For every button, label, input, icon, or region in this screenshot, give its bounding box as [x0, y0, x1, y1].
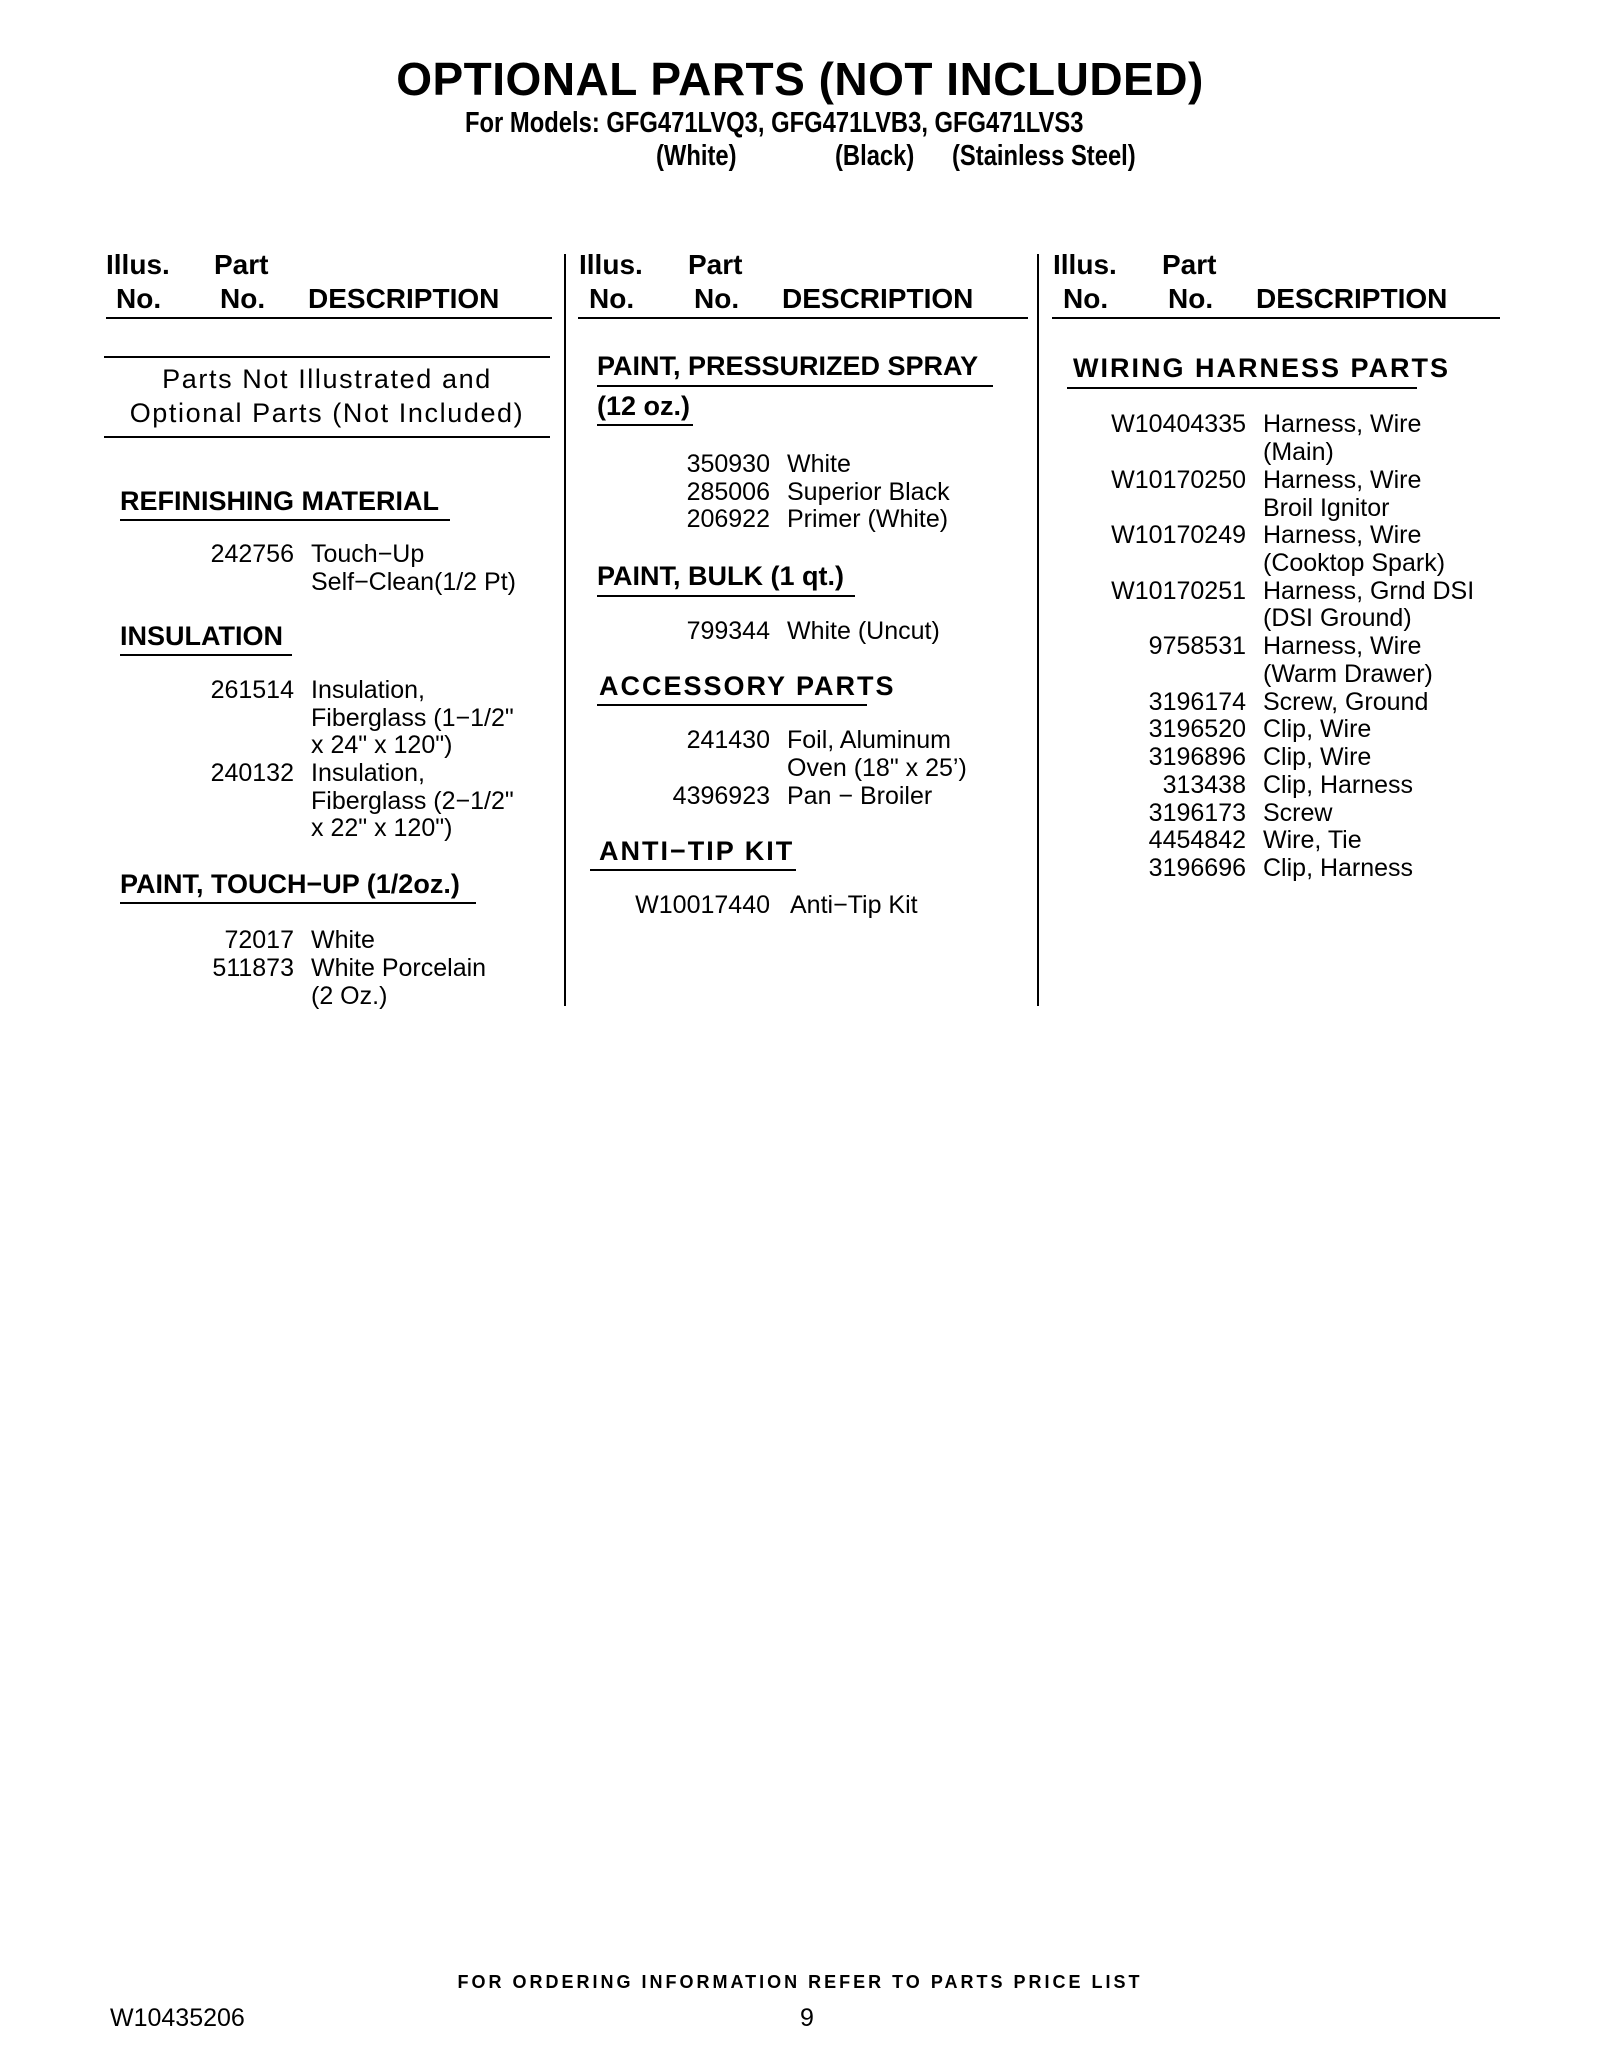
part-description: Wire, Tie — [1263, 826, 1362, 854]
part-number: W10017440 — [635, 891, 770, 919]
part-number: 3196696 — [1148, 854, 1246, 882]
col3-illus-label: Illus. — [1053, 249, 1117, 280]
part-number: 350930 — [686, 450, 770, 478]
models-line: For Models: GFG471LVQ3, GFG471LVB3, GFG471LVS3 — [465, 107, 1084, 139]
part-number: 240132 — [210, 759, 294, 787]
part-description: Clip, Wire — [1263, 715, 1372, 743]
section-rule-antitip — [590, 869, 796, 871]
col3-illus-no: No. — [1063, 283, 1109, 314]
part-description: (2 Oz.) — [311, 982, 388, 1010]
variant-black: (Black) — [835, 140, 915, 172]
part-description: Harness, Wire — [1263, 410, 1422, 438]
section-rule-wiring — [1067, 387, 1417, 389]
part-description: Fiberglass (2−1/2" — [311, 787, 514, 815]
part-number: 9758531 — [1148, 632, 1246, 660]
part-number: W10170250 — [1111, 466, 1246, 494]
part-description: Screw, Ground — [1263, 688, 1429, 716]
section-title-accessory: ACCESSORY PARTS — [599, 671, 896, 701]
part-description: (Cooktop Spark) — [1263, 549, 1446, 577]
part-description: Broil Ignitor — [1263, 494, 1390, 522]
section-title-paint-spray: PAINT, PRESSURIZED SPRAY — [597, 351, 979, 381]
part-description: Harness, Wire — [1263, 632, 1422, 660]
col2-part-label: Part — [688, 249, 743, 280]
section-title-refinishing: REFINISHING MATERIAL — [120, 486, 439, 516]
intro-bottom-rule — [104, 436, 550, 438]
section-rule-accessory — [597, 704, 867, 706]
section-title-antitip: ANTI−TIP KIT — [599, 836, 795, 866]
section-title-paint-spray-size: (12 oz.) — [597, 391, 691, 421]
section-rule-paint-touchup — [120, 902, 476, 904]
variant-stainless: (Stainless Steel) — [952, 140, 1136, 172]
col2-part-no: No. — [694, 283, 740, 314]
part-description: Anti−Tip Kit — [790, 891, 918, 919]
part-description: White — [311, 926, 375, 954]
part-number: 261514 — [210, 676, 294, 704]
part-description: Pan − Broiler — [787, 782, 933, 810]
part-description: Clip, Harness — [1263, 854, 1414, 882]
section-title-insulation: INSULATION — [120, 621, 283, 651]
column-divider-2 — [1037, 254, 1039, 1006]
col1-part-no: No. — [220, 283, 266, 314]
col2-illus-no: No. — [589, 283, 635, 314]
ordering-note: FOR ORDERING INFORMATION REFER TO PARTS PRICE LIST — [457, 1972, 1143, 1992]
part-number: 72017 — [224, 926, 294, 954]
part-description: Screw — [1263, 799, 1333, 827]
col1-header-rule — [106, 317, 552, 319]
part-number: 4396923 — [672, 782, 770, 810]
part-number: 4454842 — [1148, 826, 1246, 854]
part-description: Touch−Up — [311, 540, 425, 568]
variant-white: (White) — [656, 140, 737, 172]
part-number: 241430 — [686, 726, 770, 754]
document-number: W10435206 — [110, 2004, 245, 2032]
part-number: 3196173 — [1148, 799, 1246, 827]
section-rule-paint-bulk — [597, 595, 855, 597]
part-description: Fiberglass (1−1/2" — [311, 704, 514, 732]
part-number: 511873 — [212, 954, 294, 982]
part-number: 285006 — [686, 478, 770, 506]
part-description: Superior Black — [787, 478, 950, 506]
col2-description-label: DESCRIPTION — [782, 283, 974, 314]
col3-header-rule — [1052, 317, 1500, 319]
part-number: 3196520 — [1148, 715, 1246, 743]
part-description: x 22" x 120") — [311, 814, 453, 842]
section-rule-paint-spray-size — [597, 424, 693, 426]
col1-part-label: Part — [214, 249, 269, 280]
page-title: OPTIONAL PARTS (NOT INCLUDED) — [396, 53, 1204, 105]
part-description: White Porcelain — [311, 954, 487, 982]
part-description: Self−Clean(1/2 Pt) — [311, 568, 516, 596]
part-description: x 24" x 120") — [311, 731, 453, 759]
col1-description-label: DESCRIPTION — [308, 283, 500, 314]
col3-part-label: Part — [1162, 249, 1217, 280]
col3-part-no: No. — [1168, 283, 1214, 314]
intro-line-2: Optional Parts (Not Included) — [129, 398, 525, 428]
col3-description-label: DESCRIPTION — [1256, 283, 1448, 314]
part-number: 206922 — [686, 505, 770, 533]
section-rule-refinishing — [120, 519, 450, 521]
section-rule-insulation — [120, 654, 292, 656]
part-description: Harness, Grnd DSI — [1263, 577, 1475, 605]
part-number: 799344 — [686, 617, 770, 645]
part-number: W10170249 — [1111, 521, 1246, 549]
part-description: White (Uncut) — [787, 617, 940, 645]
col2-illus-label: Illus. — [579, 249, 643, 280]
part-description: Insulation, — [311, 676, 425, 704]
part-number: 3196174 — [1148, 688, 1246, 716]
part-description: Insulation, — [311, 759, 425, 787]
col1-illus-label: Illus. — [106, 249, 170, 280]
section-title-paint-touchup: PAINT, TOUCH−UP (1/2oz.) — [120, 869, 460, 899]
part-number: 3196896 — [1148, 743, 1246, 771]
part-description: Foil, Aluminum — [787, 726, 951, 754]
part-description: (Main) — [1263, 438, 1334, 466]
part-description: (DSI Ground) — [1263, 604, 1412, 632]
intro-top-rule — [104, 356, 550, 358]
page-number: 9 — [800, 2004, 814, 2032]
part-number: 313438 — [1162, 771, 1246, 799]
part-description: Harness, Wire — [1263, 521, 1422, 549]
section-rule-paint-spray — [597, 385, 993, 387]
part-number: 242756 — [210, 540, 294, 568]
col1-illus-no: No. — [116, 283, 162, 314]
part-description: Oven (18" x 25’) — [787, 754, 967, 782]
intro-line-1: Parts Not Illustrated and — [162, 364, 492, 394]
part-description: Harness, Wire — [1263, 466, 1422, 494]
part-number: W10404335 — [1111, 410, 1246, 438]
part-description: Clip, Harness — [1263, 771, 1414, 799]
section-title-wiring: WIRING HARNESS PARTS — [1073, 353, 1451, 383]
part-description: Clip, Wire — [1263, 743, 1372, 771]
col2-header-rule — [578, 317, 1028, 319]
part-description: White — [787, 450, 851, 478]
part-description: Primer (White) — [787, 505, 949, 533]
column-divider-1 — [564, 254, 566, 1006]
section-title-paint-bulk: PAINT, BULK (1 qt.) — [597, 561, 844, 591]
part-number: W10170251 — [1111, 577, 1246, 605]
part-description: (Warm Drawer) — [1263, 660, 1433, 688]
